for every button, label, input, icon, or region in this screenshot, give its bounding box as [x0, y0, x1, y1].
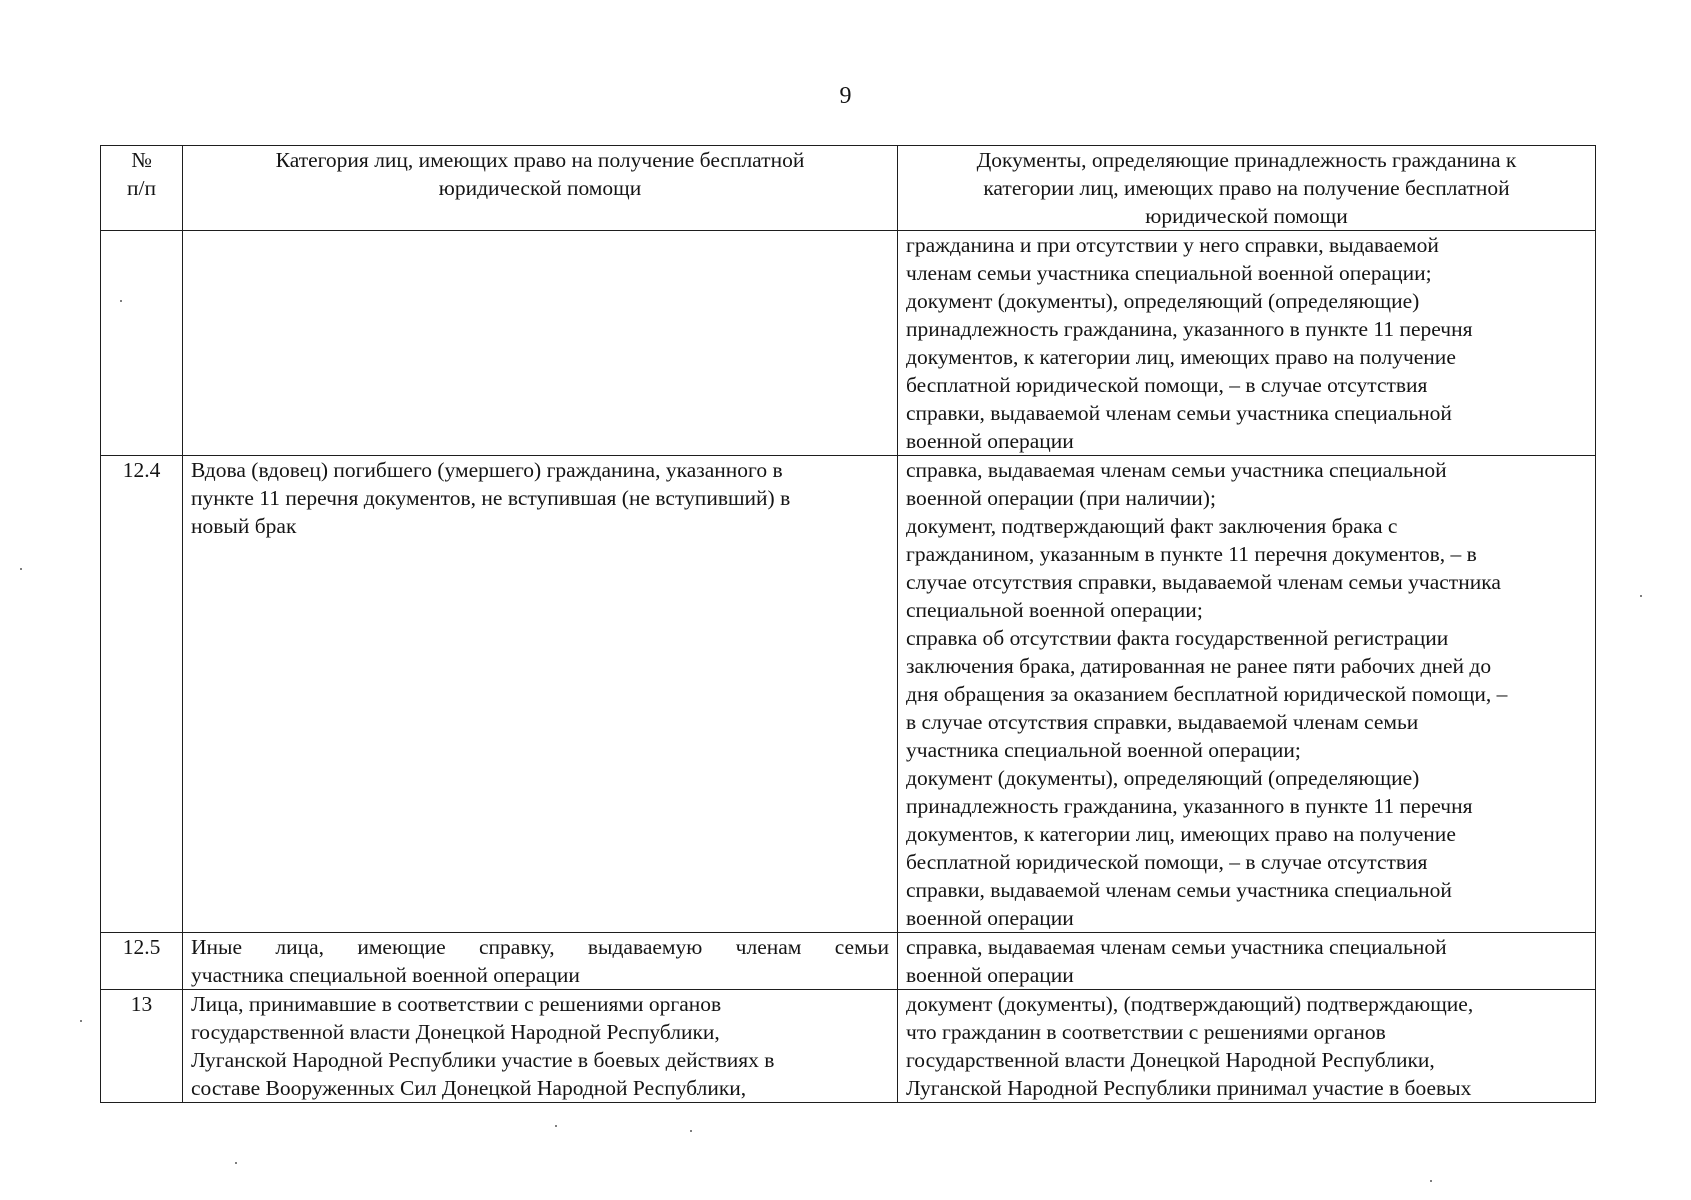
text-line: документ, подтверждающий факт заключения брака с — [906, 514, 1398, 538]
text-line: Луганской Народной Республики принимал участие в боевых — [906, 1076, 1472, 1100]
text-line: дня обращения за оказанием бесплатной юридической помощи, – — [906, 682, 1508, 706]
text-line: принадлежность гражданина, указанного в пункте 11 перечня — [906, 317, 1473, 341]
row-num — [101, 231, 183, 456]
header-line: юридической помощи — [438, 176, 642, 200]
scan-speck — [120, 300, 122, 302]
scan-speck — [555, 1125, 557, 1127]
header-num — [101, 146, 183, 231]
text-line: бесплатной юридической помощи, – в случае отсутствия — [906, 850, 1428, 874]
row-category — [183, 231, 898, 456]
header-documents — [898, 146, 1596, 231]
row-category — [183, 933, 898, 990]
row-num: 12.4 — [101, 456, 183, 933]
text-line: Луганской Народной Республики участие в боевых действиях в — [191, 1048, 775, 1072]
text-line: новый брак — [191, 514, 297, 538]
table-header-row — [101, 146, 1596, 231]
text-line: справка об отсутствии факта государственной регистрации — [906, 626, 1449, 650]
row-documents — [898, 933, 1596, 990]
row-num: 12.5 — [101, 933, 183, 990]
text-line: членам семьи участника специальной военной операции; — [906, 261, 1432, 285]
text-line: участника специальной военной операции — [191, 963, 580, 987]
header-line: Документы, определяющие принадлежность гражданина к — [976, 148, 1517, 172]
text-line: Иные лица, имеющие справку, выдаваемую членам семьи — [191, 935, 889, 959]
text-line: случае отсутствия справки, выдаваемой членам семьи участника — [906, 570, 1501, 594]
scan-speck — [80, 1020, 82, 1022]
table-row — [101, 231, 1596, 456]
header-line: № — [131, 148, 152, 172]
text-line: государственной власти Донецкой Народной Республики, — [191, 1020, 720, 1044]
table-row — [101, 933, 1596, 990]
text-line: Вдова (вдовец) погибшего (умершего) гражданина, указанного в — [191, 458, 783, 482]
table-row — [101, 990, 1596, 1103]
text-line: пункте 11 перечня документов, не вступившая (не вступивший) в — [191, 486, 791, 510]
text-line: справки, выдаваемой членам семьи участника специальной — [906, 401, 1452, 425]
text-line: гражданина и при отсутствии у него справки, выдаваемой — [906, 233, 1439, 257]
text-line: документов, к категории лиц, имеющих право на получение — [906, 822, 1456, 846]
text-line: справка, выдаваемая членам семьи участника специальной — [906, 458, 1447, 482]
scan-speck — [1430, 1180, 1432, 1182]
text-line: военной операции — [906, 906, 1074, 930]
text-line: участника специальной военной операции; — [906, 738, 1301, 762]
text-line: в случае отсутствия справки, выдаваемой членам семьи — [906, 710, 1419, 734]
row-documents — [898, 990, 1596, 1103]
page-number: 9 — [839, 83, 852, 109]
text-line: документов, к категории лиц, имеющих право на получение — [906, 345, 1456, 369]
scan-speck — [1640, 595, 1642, 597]
scan-speck — [20, 568, 22, 570]
row-documents — [898, 456, 1596, 933]
row-category — [183, 990, 898, 1103]
text-line: документ (документы), определяющий (определяющие) — [906, 766, 1420, 790]
header-line: Категория лиц, имеющих право на получение бесплатной — [275, 148, 805, 172]
scan-speck — [690, 1130, 692, 1132]
text-line: справка, выдаваемая членам семьи участника специальной — [906, 935, 1447, 959]
header-line: п/п — [127, 176, 156, 200]
text-line: специальной военной операции; — [906, 598, 1203, 622]
text-line: заключения брака, датированная не ранее пяти рабочих дней до — [906, 654, 1492, 678]
text-line: документ (документы), (подтверждающий) подтверждающие, — [906, 992, 1474, 1016]
document-table — [100, 145, 1596, 1103]
text-line: принадлежность гражданина, указанного в пункте 11 перечня — [906, 794, 1473, 818]
table-row — [101, 456, 1596, 933]
text-line: документ (документы), определяющий (определяющие) — [906, 289, 1420, 313]
text-line: составе Вооруженных Сил Донецкой Народной Республики, — [191, 1076, 747, 1100]
text-line: военной операции — [906, 963, 1074, 987]
text-line: государственной власти Донецкой Народной Республики, — [906, 1048, 1435, 1072]
text-line: справки, выдаваемой членам семьи участника специальной — [906, 878, 1452, 902]
row-category — [183, 456, 898, 933]
text-line: военной операции (при наличии); — [906, 486, 1216, 510]
text-line: что гражданин в соответствии с решениями органов — [906, 1020, 1386, 1044]
scan-speck — [235, 1162, 237, 1164]
header-line: юридической помощи — [1145, 204, 1348, 228]
header-line: категории лиц, имеющих право на получение бесплатной — [983, 176, 1510, 200]
text-line: гражданином, указанным в пункте 11 перечня документов, – в — [906, 542, 1477, 566]
text-line: военной операции — [906, 429, 1074, 453]
text-line: Лица, принимавшие в соответствии с решениями органов — [191, 992, 722, 1016]
row-documents — [898, 231, 1596, 456]
text-line: бесплатной юридической помощи, – в случае отсутствия — [906, 373, 1428, 397]
row-num: 13 — [101, 990, 183, 1103]
header-category — [183, 146, 898, 231]
